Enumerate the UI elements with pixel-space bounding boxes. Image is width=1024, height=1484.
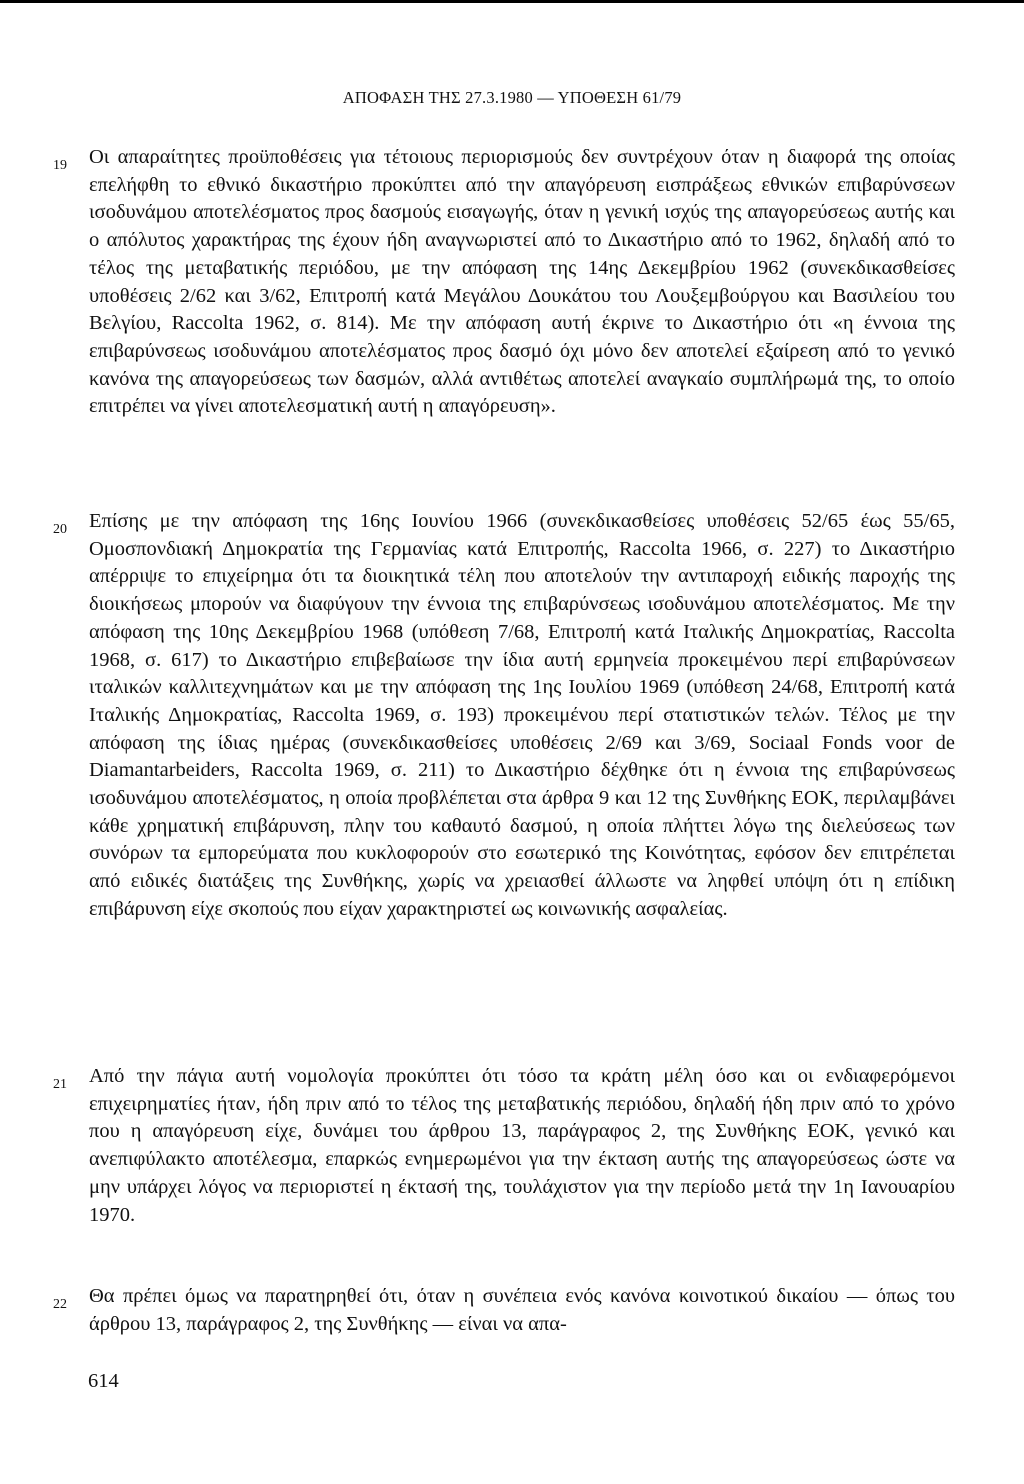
paragraph-text: Επίσης με την απόφαση της 16ης Ιουνίου 1966 (συνεκδικασθείσες υποθέσεις 52/65 έως 55/65, Ομοσπονδιακή Δημοκρατία της Γερμανίας κατά Επιτροπής, Raccolta 1966, σ. 227) το Δικαστήριο απέρριψε το επιχείρημα ότι τα διοικητικά τέλη που αποτελούν την αντιπαροχή ειδικής παροχής της διοικήσεως μπορούν να διαφύγουν την έννοια της επιβαρύνσεως ισοδυνάμου αποτελέσματος. Με την απόφαση της 10ης Δεκεμβρίου 1968 (υπόθεση 7/68, Επιτροπή κατά Ιταλικής Δημοκρατίας, Raccolta 1968, σ. 617) το Δικαστήριο επιβεβαίωσε την ίδια αυτή ερμηνεία προκειμένου περί επιβαρύνσεων ιταλικών καλλιτεχνημάτων και με την απόφαση της 1ης Ιουλίου 1969 (υπόθεση 24/68, Επιτροπή κατά Ιταλικής Δημοκρατίας, Raccolta 1969, σ. 193) προκειμένου περί στατιστικών τελών. Τέλος με την απόφαση της ίδιας ημέρας (συνεκδικασθείσες υποθέσεις 2/69 και 3/69, Sociaal Fonds voor de Diamantarbeiders, Raccolta 1969, σ. 211) το Δικαστήριο δέχθηκε ότι η έννοια της επιβαρύνσεως ισοδυνάμου αποτελέσματος, η οποία προβλέπεται στα άρθρα 9 και 12 της Συνθήκης ΕΟΚ, περιλαμβάνει κάθε χρηματική επιβάρυνση, πλην του καθαυτό δασμού, η οποία πλήττει λόγω της διελεύσεως των συνόρων τα εμπορεύματα που κυκλοφορούν στο εσωτερικό της Κοινότητας, εφόσον δεν επιτρέπεται από ειδικές διατάξεις της Συνθήκης, χωρίς να χρειασθεί άλλωστε να ληφθεί υπόψη ότι η επίδικη επιβάρυνση είχε σκοπούς που είχαν χαρακτηριστεί ως κοινωνικής ασφαλείας. [89,510,955,920]
paragraph-21 [53,1063,955,1229]
paragraph-text: Από την πάγια αυτή νομολογία προκύπτει ότι τόσο τα κράτη μέλη όσο και οι ενδιαφερόμενοι επιχειρηματίες ήταν, ήδη πριν από το τέλος της μεταβατικής περιόδου, δηλαδή ήδη πριν από το χρόνο που η απαγόρευση είχε, δυνάμει του άρθρου 13, παράγραφος 2, της Συνθήκης ΕΟΚ, γενικό και ανεπιφύλακτο αποτέλεσμα, επαρκώς ενημερωμένοι για την έκταση αυτής της απαγορεύσεως ώστε να μην υπάρχει λόγος να περιοριστεί η έκτασή της, τουλάχιστον για την περίοδο μετά την 1η Ιανουαρίου 1970. [89,1065,955,1226]
page-number: 614 [88,1370,119,1392]
paragraph-19 [53,144,955,421]
top-border [0,0,1024,3]
paragraph-20 [53,508,955,924]
running-header: ΑΠΟΦΑΣΗ ΤΗΣ 27.3.1980 — ΥΠΟΘΕΣΗ 61/79 [342,88,682,107]
paragraph-number: 20 [53,522,67,537]
paragraph-text: Θα πρέπει όμως να παρατηρηθεί ότι, όταν η συνέπεια ενός κανόνα κοινοτικού δικαίου — όπως του άρθρου 13, παράγραφος 2, της Συνθήκης — είναι να απα- [89,1285,955,1335]
paragraph-number: 22 [53,1297,67,1312]
paragraph-number: 19 [53,158,67,173]
paragraph-number: 21 [53,1077,67,1092]
paragraph-text: Οι απαραίτητες προϋποθέσεις για τέτοιους περιορισμούς δεν συντρέχουν όταν η διαφορά της οποίας επελήφθη το εθνικό δικαστήριο προκύπτει από την απαγόρευση εισπράξεως εθνικών επιβαρύνσεων ισοδυνάμου αποτελέσματος προς δασμούς εισαγωγής, όταν η γενική ισχύς της απαγορεύσεως αυτής και ο απόλυτος χαρακτήρας της έχουν ήδη αναγνωριστεί από το Δικαστήριο από το 1962, δηλαδή από το τέλος της μεταβατικής περιόδου, με την απόφαση της 14ης Δεκεμβρίου 1962 (συνεκδικασθείσες υποθέσεις 2/62 και 3/62, Επιτροπή κατά Μεγάλου Δουκάτου του Λουξεμβούργου και Βασιλείου του Βελγίου, Raccolta 1962, σ. 814). Με την απόφαση αυτή έκρινε το Δικαστήριο ότι «η έννοια της επιβαρύνσεως ισοδυνάμου αποτελέσματος προς δασμό όχι μόνο δεν αποτελεί εξαίρεση από το γενικό κανόνα της απαγορεύσεως των δασμών, αλλά αντιθέτως αποτελεί αναγκαίο συμπλήρωμά της, το οποίο επιτρέπει να γίνει αποτελεσματική αυτή η απαγόρευση». [89,146,955,418]
paragraph-22 [53,1283,955,1338]
